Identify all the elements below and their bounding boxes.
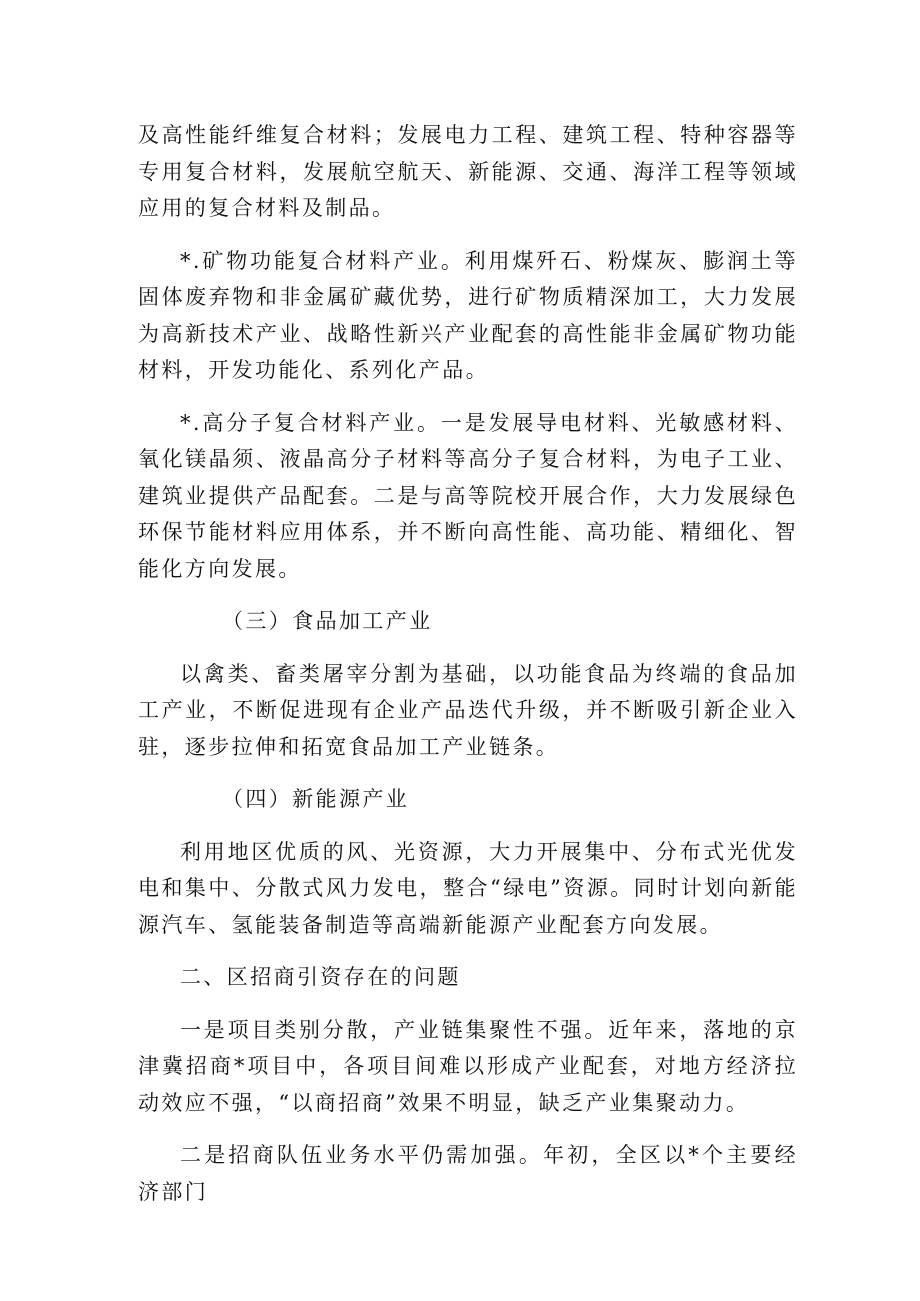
document-body <box>138 117 798 1226</box>
paragraph-problem-two: 二是招商队伍业务水平仍需加强。年初，全区以*个主要经济部门 <box>138 1143 798 1204</box>
paragraph-problem-one: 一是项目类别分散，产业链集聚性不强。近年来，落地的京津冀招商*项目中，各项目间难以形成产业配套，对地方经济拉动效应不强，“以商招商”效果不明显，缺乏产业集聚动力。 <box>138 1017 798 1115</box>
section-heading-food-processing: （三）食品加工产业 <box>222 609 433 633</box>
paragraph-polymer-composite-materials: *.高分子复合材料产业。一是发展导电材料、光敏感材料、氧化镁晶须、液晶高分子材料等高分子复合材料，为电子工业、建筑业提供产品配套。二是与高等院校开展合作，大力发展绿色环保节能材料应用体系，并不断向高性能、高功能、精细化、智能化方向发展。 <box>138 410 798 581</box>
paragraph-new-energy: 利用地区优质的风、光资源，大力开展集中、分布式光优发电和集中、分散式风力发电，整合“绿电”资源。同时计划向新能源汽车、氢能装备制造等高端新能源产业配套方向发展。 <box>138 839 798 937</box>
paragraph-mineral-composite-materials: *.矿物功能复合材料产业。利用煤歼石、粉煤灰、膨润土等固体废弃物和非金属矿藏优势，进行矿物质精深加工，大力发展为高新技术产业、战略性新兴产业配套的高性能非金属矿物功能材料，开发功能化、系列化产品。 <box>138 248 798 382</box>
paragraph-food-processing: 以禽类、畜类屠宰分割为基础，以功能食品为终端的食品加工产业，不断促进现有企业产品迭代升级，并不断吸引新企业入驻，逐步拉伸和拓宽食品加工产业链条。 <box>138 661 798 759</box>
section-heading-new-energy: （四）新能源产业 <box>222 787 410 811</box>
section-heading-investment-problems: 二、区招商引资存在的问题 <box>180 965 461 989</box>
paragraph-composite-materials-continued: 及高性能纤维复合材料；发展电力工程、建筑工程、特种容器等专用复合材料，发展航空航天、新能源、交通、海洋工程等领域应用的复合材料及制品。 <box>138 123 798 220</box>
